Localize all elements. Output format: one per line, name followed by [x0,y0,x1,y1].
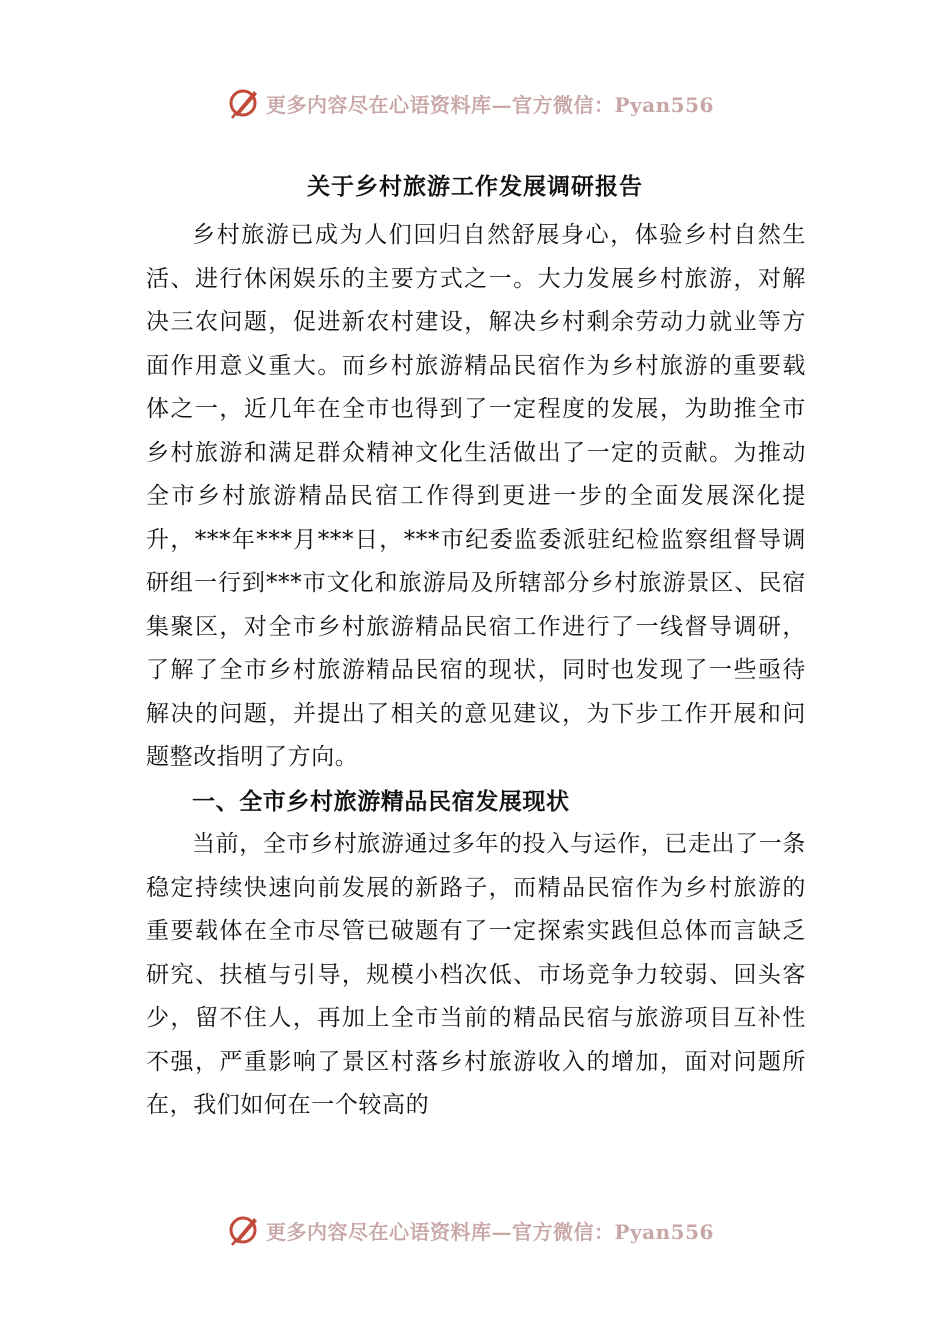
watermark-text: 更多内容尽在心语资料库—官方微信：Pyan556 [266,92,714,117]
watermark-banner-bottom [0,1210,950,1250]
document-title: 关于乡村旅游工作发展调研报告 [307,173,643,200]
quill-logo-icon [226,1212,262,1248]
paragraph-1: 乡村旅游已成为人们回归自然舒展身心，体验乡村自然生活、进行休闲娱乐的主要方式之一。大力发展乡村旅游，对解决三农问题，促进新农村建设，解决乡村剩余劳动力就业等方面作用意义重大。而乡村旅游精品民宿作为乡村旅游的重要载体之一，近几年在全市也得到了一定程度的发展，为助推全市乡村旅游和满足群众精神文化生活做出了一定的贡献。为推动全市乡村旅游精品民宿工作得到更进一步的全面发展深化提升，***年***月***日，***市纪委监委派驻纪检监察组督导调研组一行到***市文化和旅游局及所辖部分乡村旅游景区、民宿集聚区，对全市乡村旅游精品民宿工作进行了一线督导调研，了解了全市乡村旅游精品民宿的现状，同时也发现了一些亟待解决的问题，并提出了相关的意见建议，为下步工作开展和问题整改指明了方向。 [146,222,806,770]
quill-logo-icon [226,85,262,121]
paragraph-2: 当前，全市乡村旅游通过多年的投入与运作，已走出了一条稳定持续快速向前发展的新路子，而精品民宿作为乡村旅游的重要载体在全市尽管已破题有了一定探索实践但总体而言缺乏研究、扶植与引导，规模小档次低、市场竞争力较弱、回头客少，留不住人，再加上全市当前的精品民宿与旅游项目互补性不强，严重影响了景区村落乡村旅游收入的增加，面对问题所在，我们如何在一个较高的 [146,831,806,1118]
watermark-text: 更多内容尽在心语资料库—官方微信：Pyan556 [266,1219,714,1244]
watermark-banner-top [0,83,950,123]
section-heading-1: 一、全市乡村旅游精品民宿发展现状 [192,787,570,815]
document-body [146,214,806,1128]
